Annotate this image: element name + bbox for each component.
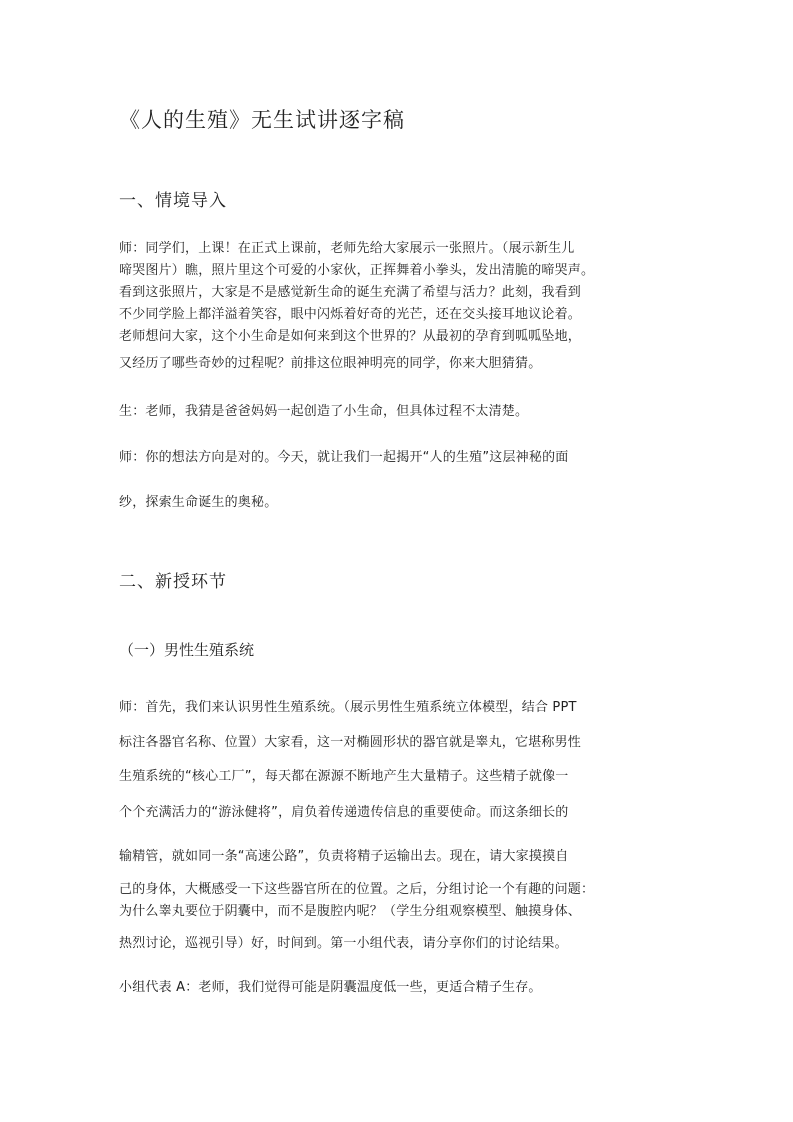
text-line: 己的身体，大概感受一下这些器官所在的位置。之后，分组讨论一个有趣的问题：: [119, 882, 595, 897]
text-line: 纱，探索生命诞生的奥秘。: [119, 495, 278, 510]
text-line: 师：首先，我们来认识男性生殖系统。（展示男性生殖系统立体模型，结合 PPT: [119, 700, 577, 715]
text-line: 个个充满活力的“游泳健将”，肩负着传递遗传信息的重要使命。而这条细长的: [119, 805, 569, 820]
text-line: 生殖系统的“核心工厂”，每天都在源源不断地产生大量精子。这些精子就像一: [119, 769, 569, 784]
text-line: 标注各器官名称、位置）大家看，这一对椭圆形状的器官就是睾丸，它堪称男性: [119, 735, 582, 750]
text-line: 师：同学们，上课！在正式上课前，老师先给大家展示一张照片。（展示新生儿: [119, 241, 575, 256]
section-heading-intro: 一、情境导入: [119, 191, 227, 211]
subsection-heading-male-system: （一）男性生殖系统: [119, 641, 255, 659]
text-line: 师：你的想法方向是对的。今天，就让我们一起揭开“人的生殖”这层神秘的面: [119, 450, 569, 465]
section-heading-new-lesson: 二、新授环节: [119, 572, 227, 592]
text-line: 又经历了哪些奇妙的过程呢？前排这位眼神明亮的同学，你来大胆猜猜。: [119, 356, 542, 371]
text-line: 小组代表 A：老师，我们觉得可能是阴囊温度低一些，更适合精子生存。: [119, 980, 542, 995]
text-line: 热烈讨论，巡视引导）好，时间到。第一小组代表，请分享你们的讨论结果。: [119, 936, 568, 951]
document-title: 《人的生殖》无生试讲逐字稿: [119, 108, 405, 132]
text-line: 生：老师，我猜是爸爸妈妈一起创造了小生命，但具体过程不太清楚。: [119, 404, 529, 419]
text-line: 啼哭图片）瞧，照片里这个可爱的小家伙，正挥舞着小拳头，发出清脆的啼哭声。: [119, 263, 595, 278]
text-line: 不少同学脸上都洋溢着笑容，眼中闪烁着好奇的光芒，还在交头接耳地议论着。: [119, 307, 582, 322]
text-line: 输精管，就如同一条“高速公路”，负责将精子运输出去。现在，请大家摸摸自: [119, 849, 569, 864]
text-line: 为什么睾丸要位于阴囊中，而不是腹腔内呢？（学生分组观察模型、触摸身体、: [119, 904, 582, 919]
text-line: 老师想问大家，这个小生命是如何来到这个世界的？从最初的孕育到呱呱坠地，: [119, 329, 582, 344]
text-line: 看到这张照片，大家是不是感觉新生命的诞生充满了希望与活力？此刻，我看到: [119, 285, 582, 300]
